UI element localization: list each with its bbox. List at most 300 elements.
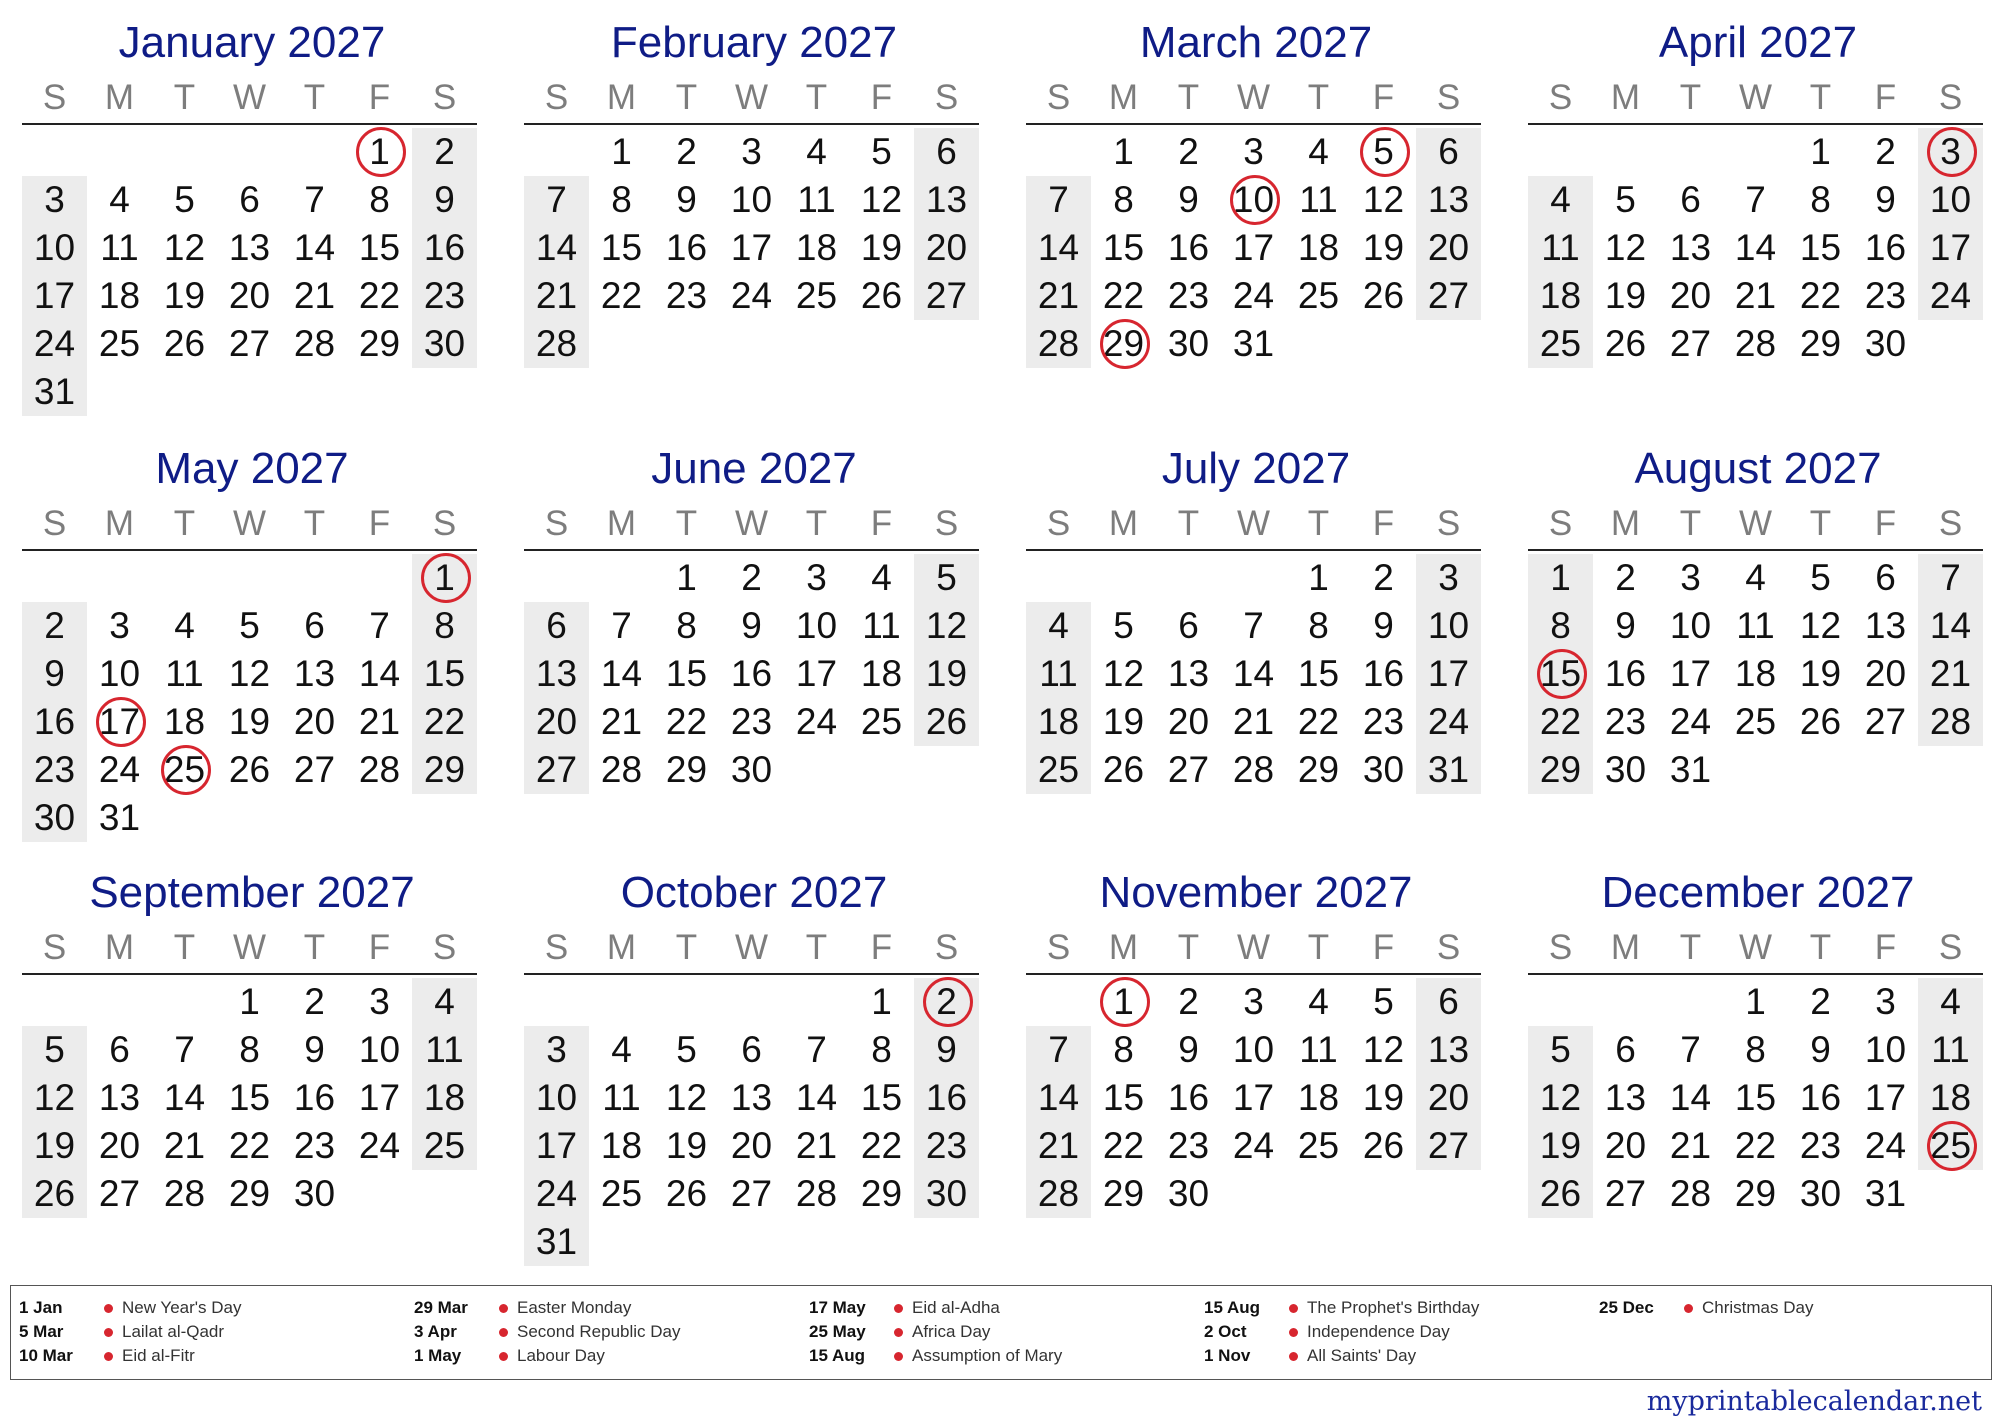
day-cell: 6 [304, 605, 325, 646]
weekday-header: W [1236, 504, 1271, 543]
day-cell: 23 [423, 275, 466, 316]
day-cell: 10 [1929, 179, 1972, 220]
day-cell: 14 [1037, 227, 1080, 268]
holiday-day-cell: 1 [412, 554, 477, 602]
weekday-header: W [1738, 78, 1773, 117]
day-cell: 19 [1362, 1077, 1405, 1118]
day-cell: 6 [1438, 131, 1459, 172]
weekday-header: W [232, 78, 267, 117]
day-cell: 14 [1669, 1077, 1712, 1118]
weekday-header: T [1809, 78, 1832, 117]
weekday-header: T [1809, 928, 1832, 967]
weekday-header-row [22, 928, 477, 973]
day-cell: 28 [795, 1173, 838, 1214]
day-cell: 7 [369, 605, 390, 646]
legend-holiday-name: Labour Day [517, 1346, 605, 1365]
day-cell: 6 [741, 1029, 762, 1070]
day-cell: 22 [1799, 275, 1842, 316]
day-cell: 24 [1929, 275, 1972, 316]
legend-date: 10 Mar [19, 1346, 73, 1365]
holiday-day-cell: 29 [1091, 320, 1156, 368]
month-title: May 2027 [155, 444, 349, 493]
day-cell: 15 [423, 653, 466, 694]
day-cell: 3 [741, 131, 762, 172]
day-cell: 13 [228, 227, 271, 268]
day-cell: 15 [1102, 227, 1145, 268]
day-cell: 19 [1539, 1125, 1582, 1166]
day-cell: 30 [1362, 749, 1405, 790]
day-cell: 21 [293, 275, 336, 316]
day-cell: 6 [1438, 981, 1459, 1022]
bullet-dot-icon [104, 1304, 113, 1313]
legend-date: 3 Apr [414, 1322, 457, 1341]
day-cell: 27 [1167, 749, 1210, 790]
day-cell: 18 [795, 227, 838, 268]
weekday-header: S [934, 504, 959, 543]
day-cell: 13 [730, 1077, 773, 1118]
month-title: November 2027 [1099, 868, 1413, 917]
day-cell: 6 [1178, 605, 1199, 646]
day-cell: 23 [1167, 1125, 1210, 1166]
day-cell: 2 [741, 557, 762, 598]
day-cell: 7 [1745, 179, 1766, 220]
day-cell: 2 [434, 131, 455, 172]
legend-date: 5 Mar [19, 1322, 64, 1341]
day-cell: 22 [1539, 701, 1582, 742]
day-cell: 9 [1615, 605, 1636, 646]
day-cell: 19 [1799, 653, 1842, 694]
day-cell: 17 [1232, 1077, 1275, 1118]
day-cell: 18 [860, 653, 903, 694]
day-cell: 3 [44, 179, 65, 220]
day-cell: 16 [33, 701, 76, 742]
day-cell: 31 [1427, 749, 1470, 790]
day-cell: 9 [741, 605, 762, 646]
day-cell: 20 [1167, 701, 1210, 742]
day-cell: 7 [1680, 1029, 1701, 1070]
day-cell: 10 [1427, 605, 1470, 646]
day-cell: 3 [546, 1029, 567, 1070]
day-cell: 23 [665, 275, 708, 316]
day-cell: 24 [1232, 1125, 1275, 1166]
weekday-header: M [104, 78, 135, 117]
day-cell: 27 [1669, 323, 1712, 364]
day-cell: 10 [1864, 1029, 1907, 1070]
day-cell: 20 [1669, 275, 1712, 316]
day-cell: 29 [1799, 323, 1842, 364]
day-cell: 21 [358, 701, 401, 742]
day-cell: 10 [1232, 1029, 1275, 1070]
weekday-header-row [22, 78, 477, 123]
day-cell: 21 [1232, 701, 1275, 742]
holiday-day-cell: 25 [1918, 1122, 1983, 1170]
day-cell: 3 [1243, 131, 1264, 172]
weekday-header: T [1809, 504, 1832, 543]
day-cell: 19 [1362, 227, 1405, 268]
weekday-header-row [1528, 504, 1983, 549]
bullet-dot-icon [499, 1304, 508, 1313]
weekday-header: S [42, 504, 67, 543]
day-cell: 14 [358, 653, 401, 694]
day-cell: 26 [1604, 323, 1647, 364]
day-cell: 22 [1297, 701, 1340, 742]
day-cell: 20 [293, 701, 336, 742]
day-cell: 11 [165, 653, 204, 694]
legend-date: 2 Oct [1204, 1322, 1247, 1341]
weekday-header: F [1372, 78, 1395, 117]
weekday-header: T [675, 928, 698, 967]
day-cell: 4 [871, 557, 892, 598]
header-divider [1528, 123, 1983, 125]
bullet-dot-icon [1684, 1304, 1693, 1313]
day-cell: 10 [730, 179, 773, 220]
weekday-header: M [606, 928, 637, 967]
day-cell: 27 [1604, 1173, 1647, 1214]
month-title: January 2027 [118, 18, 386, 67]
day-cell: 25 [1297, 275, 1340, 316]
day-cell: 16 [1864, 227, 1907, 268]
weekday-header: S [544, 78, 569, 117]
bullet-dot-icon [894, 1328, 903, 1337]
day-cell: 15 [1102, 1077, 1145, 1118]
day-cell: 14 [1232, 653, 1275, 694]
day-cell: 7 [1940, 557, 1961, 598]
weekday-header-row [1026, 928, 1481, 973]
day-cell: 18 [1037, 701, 1080, 742]
legend-date: 17 May [809, 1298, 866, 1317]
bullet-dot-icon [1289, 1304, 1298, 1313]
day-cell: 15 [1799, 227, 1842, 268]
day-cell: 14 [535, 227, 578, 268]
day-cell: 13 [1427, 179, 1470, 220]
header-divider [524, 549, 979, 551]
day-cell: 9 [1178, 1029, 1199, 1070]
day-cell: 20 [98, 1125, 141, 1166]
day-cell: 21 [1929, 653, 1972, 694]
day-cell: 11 [100, 227, 139, 268]
day-cell: 9 [1875, 179, 1896, 220]
day-cell: 1 [1550, 557, 1571, 598]
weekday-header: M [104, 928, 135, 967]
weekday-header: T [173, 78, 196, 117]
day-cell: 17 [795, 653, 838, 694]
day-cell: 31 [98, 797, 141, 838]
weekday-header: S [1548, 928, 1573, 967]
day-cell: 19 [925, 653, 968, 694]
day-cell: 22 [665, 701, 708, 742]
day-cell: 4 [109, 179, 130, 220]
day-cell: 23 [1362, 701, 1405, 742]
day-cell: 19 [33, 1125, 76, 1166]
day-cell: 23 [1799, 1125, 1842, 1166]
legend-holiday-name: Eid al-Adha [912, 1298, 1000, 1317]
weekday-header: F [1874, 928, 1897, 967]
day-cell: 26 [228, 749, 271, 790]
day-cell: 3 [109, 605, 130, 646]
day-cell: 18 [600, 1125, 643, 1166]
day-cell: 4 [1745, 557, 1766, 598]
day-cell: 31 [1232, 323, 1275, 364]
weekday-header: S [1436, 928, 1461, 967]
day-cell: 16 [423, 227, 466, 268]
day-cell: 5 [936, 557, 957, 598]
weekday-header: T [805, 928, 828, 967]
day-cell: 23 [1864, 275, 1907, 316]
day-cell: 3 [369, 981, 390, 1022]
day-cell: 12 [1604, 227, 1647, 268]
day-cell: 1 [1308, 557, 1329, 598]
day-cell: 17 [33, 275, 76, 316]
header-divider [1528, 973, 1983, 975]
day-cell: 26 [163, 323, 206, 364]
weekday-header: S [544, 504, 569, 543]
legend-date: 1 Jan [19, 1298, 63, 1317]
day-cell: 22 [1734, 1125, 1777, 1166]
weekday-header: M [1108, 928, 1139, 967]
day-cell: 13 [1604, 1077, 1647, 1118]
day-cell: 4 [1308, 981, 1329, 1022]
day-cell: 21 [1734, 275, 1777, 316]
day-cell: 23 [1604, 701, 1647, 742]
day-cell: 30 [1167, 323, 1210, 364]
day-cell: 12 [1539, 1077, 1582, 1118]
day-cell: 8 [1745, 1029, 1766, 1070]
day-cell: 5 [676, 1029, 697, 1070]
header-divider [22, 123, 477, 125]
day-cell: 22 [423, 701, 466, 742]
day-cell: 8 [871, 1029, 892, 1070]
weekday-header-row [524, 504, 979, 549]
day-cell: 7 [174, 1029, 195, 1070]
day-cell: 25 [1734, 701, 1777, 742]
day-cell: 31 [535, 1221, 578, 1262]
day-cell: 30 [730, 749, 773, 790]
day-cell: 19 [228, 701, 271, 742]
day-cell: 15 [1297, 653, 1340, 694]
day-cell: 4 [1048, 605, 1069, 646]
weekday-header: W [1236, 78, 1271, 117]
day-cell: 8 [676, 605, 697, 646]
day-cell: 31 [33, 371, 76, 412]
day-cell: 10 [358, 1029, 401, 1070]
day-cell: 29 [665, 749, 708, 790]
day-cell: 14 [293, 227, 336, 268]
header-divider [524, 973, 979, 975]
holiday-day-cell: 17 [87, 698, 152, 746]
day-cell: 8 [369, 179, 390, 220]
day-cell: 16 [925, 1077, 968, 1118]
weekday-header: W [1236, 928, 1271, 967]
day-cell: 1 [611, 131, 632, 172]
weekday-header: M [606, 504, 637, 543]
day-cell: 11 [862, 605, 901, 646]
day-cell: 1 [676, 557, 697, 598]
month-title: April 2027 [1658, 18, 1858, 67]
weekday-header: S [1046, 928, 1071, 967]
day-cell: 5 [239, 605, 260, 646]
day-cell: 25 [860, 701, 903, 742]
day-cell: 19 [860, 227, 903, 268]
day-cell: 9 [434, 179, 455, 220]
weekday-header: T [675, 78, 698, 117]
day-cell: 7 [1243, 605, 1264, 646]
day-cell: 27 [730, 1173, 773, 1214]
header-divider [22, 973, 477, 975]
day-cell: 24 [33, 323, 76, 364]
legend-holiday-name: Christmas Day [1702, 1298, 1814, 1317]
day-cell: 19 [1604, 275, 1647, 316]
day-cell: 10 [1669, 605, 1712, 646]
weekday-header: F [368, 78, 391, 117]
day-cell: 24 [1232, 275, 1275, 316]
day-cell: 21 [535, 275, 578, 316]
day-cell: 8 [611, 179, 632, 220]
weekday-header: S [1938, 78, 1963, 117]
legend-date: 15 Aug [1204, 1298, 1261, 1317]
month-title: July 2027 [1161, 444, 1351, 493]
day-cell: 18 [423, 1077, 466, 1118]
day-cell: 2 [1178, 981, 1199, 1022]
day-cell: 5 [1113, 605, 1134, 646]
legend-date: 1 Nov [1204, 1346, 1251, 1365]
day-cell: 2 [1178, 131, 1199, 172]
day-cell: 12 [1362, 179, 1405, 220]
holiday-day-cell: 3 [1918, 128, 1983, 176]
day-cell: 16 [665, 227, 708, 268]
bullet-dot-icon [894, 1352, 903, 1361]
month-title: February 2027 [610, 18, 898, 67]
day-cell: 5 [44, 1029, 65, 1070]
day-cell: 10 [795, 605, 838, 646]
weekday-header: T [1177, 928, 1200, 967]
weekday-header-row [1528, 78, 1983, 123]
day-cell: 14 [1037, 1077, 1080, 1118]
day-cell: 16 [1799, 1077, 1842, 1118]
month-title: September 2027 [89, 868, 415, 917]
weekday-header: S [42, 928, 67, 967]
day-cell: 6 [1680, 179, 1701, 220]
day-cell: 9 [304, 1029, 325, 1070]
header-divider [1026, 549, 1481, 551]
day-cell: 18 [98, 275, 141, 316]
day-cell: 30 [1799, 1173, 1842, 1214]
day-cell: 27 [228, 323, 271, 364]
weekday-header: F [870, 504, 893, 543]
day-cell: 25 [1037, 749, 1080, 790]
day-cell: 14 [1929, 605, 1972, 646]
month-title: December 2027 [1601, 868, 1915, 917]
legend-holiday-name: Eid al-Fitr [122, 1346, 195, 1365]
day-cell: 7 [611, 605, 632, 646]
day-cell: 22 [600, 275, 643, 316]
day-cell: 13 [1167, 653, 1210, 694]
day-cell: 22 [860, 1125, 903, 1166]
day-cell: 23 [925, 1125, 968, 1166]
day-cell: 28 [535, 323, 578, 364]
weekday-header: F [870, 78, 893, 117]
day-cell: 9 [676, 179, 697, 220]
legend-date: 1 May [414, 1346, 462, 1365]
weekday-header: T [173, 928, 196, 967]
day-cell: 13 [535, 653, 578, 694]
day-cell: 17 [1669, 653, 1712, 694]
day-cell: 18 [1929, 1077, 1972, 1118]
weekday-header-row [1026, 78, 1481, 123]
day-cell: 24 [358, 1125, 401, 1166]
weekday-header: F [1874, 78, 1897, 117]
legend-holiday-name: Second Republic Day [517, 1322, 681, 1341]
day-cell: 20 [1864, 653, 1907, 694]
weekday-header: S [432, 78, 457, 117]
day-cell: 25 [600, 1173, 643, 1214]
holiday-day-cell: 10 [1221, 176, 1286, 224]
day-cell: 7 [1048, 179, 1069, 220]
legend-holiday-name: Independence Day [1307, 1322, 1450, 1341]
day-cell: 9 [1373, 605, 1394, 646]
day-cell: 29 [423, 749, 466, 790]
day-cell: 27 [293, 749, 336, 790]
day-cell: 6 [239, 179, 260, 220]
weekday-header: T [1307, 78, 1330, 117]
weekday-header: S [432, 928, 457, 967]
day-cell: 28 [293, 323, 336, 364]
legend-date: 15 Aug [809, 1346, 866, 1365]
day-cell: 9 [1810, 1029, 1831, 1070]
day-cell: 24 [535, 1173, 578, 1214]
day-cell: 8 [239, 1029, 260, 1070]
weekday-header: S [432, 504, 457, 543]
day-cell: 2 [44, 605, 65, 646]
site-url: myprintablecalendar.net [1646, 1386, 1982, 1417]
weekday-header: M [1610, 78, 1641, 117]
weekday-header: W [232, 928, 267, 967]
day-cell: 18 [1734, 653, 1777, 694]
day-cell: 24 [98, 749, 141, 790]
day-cell: 25 [98, 323, 141, 364]
day-cell: 12 [860, 179, 903, 220]
day-cell: 4 [1550, 179, 1571, 220]
day-cell: 29 [1297, 749, 1340, 790]
weekday-header: T [1679, 928, 1702, 967]
day-cell: 2 [676, 131, 697, 172]
weekday-header: F [368, 928, 391, 967]
day-cell: 16 [730, 653, 773, 694]
day-cell: 22 [358, 275, 401, 316]
day-cell: 24 [1669, 701, 1712, 742]
day-cell: 15 [358, 227, 401, 268]
day-cell: 28 [1037, 323, 1080, 364]
holiday-day-cell: 15 [1528, 650, 1593, 698]
weekday-header: T [1679, 78, 1702, 117]
day-cell: 15 [600, 227, 643, 268]
day-cell: 12 [1102, 653, 1145, 694]
day-cell: 12 [1362, 1029, 1405, 1070]
bullet-dot-icon [104, 1328, 113, 1337]
legend-date: 29 Mar [414, 1298, 468, 1317]
day-cell: 11 [602, 1077, 641, 1118]
day-cell: 29 [228, 1173, 271, 1214]
weekday-header: S [934, 928, 959, 967]
day-cell: 30 [1167, 1173, 1210, 1214]
day-cell: 14 [163, 1077, 206, 1118]
day-cell: 11 [1039, 653, 1078, 694]
day-cell: 26 [925, 701, 968, 742]
day-cell: 27 [535, 749, 578, 790]
day-cell: 12 [33, 1077, 76, 1118]
day-cell: 28 [600, 749, 643, 790]
day-cell: 7 [1048, 1029, 1069, 1070]
day-cell: 29 [1102, 1173, 1145, 1214]
